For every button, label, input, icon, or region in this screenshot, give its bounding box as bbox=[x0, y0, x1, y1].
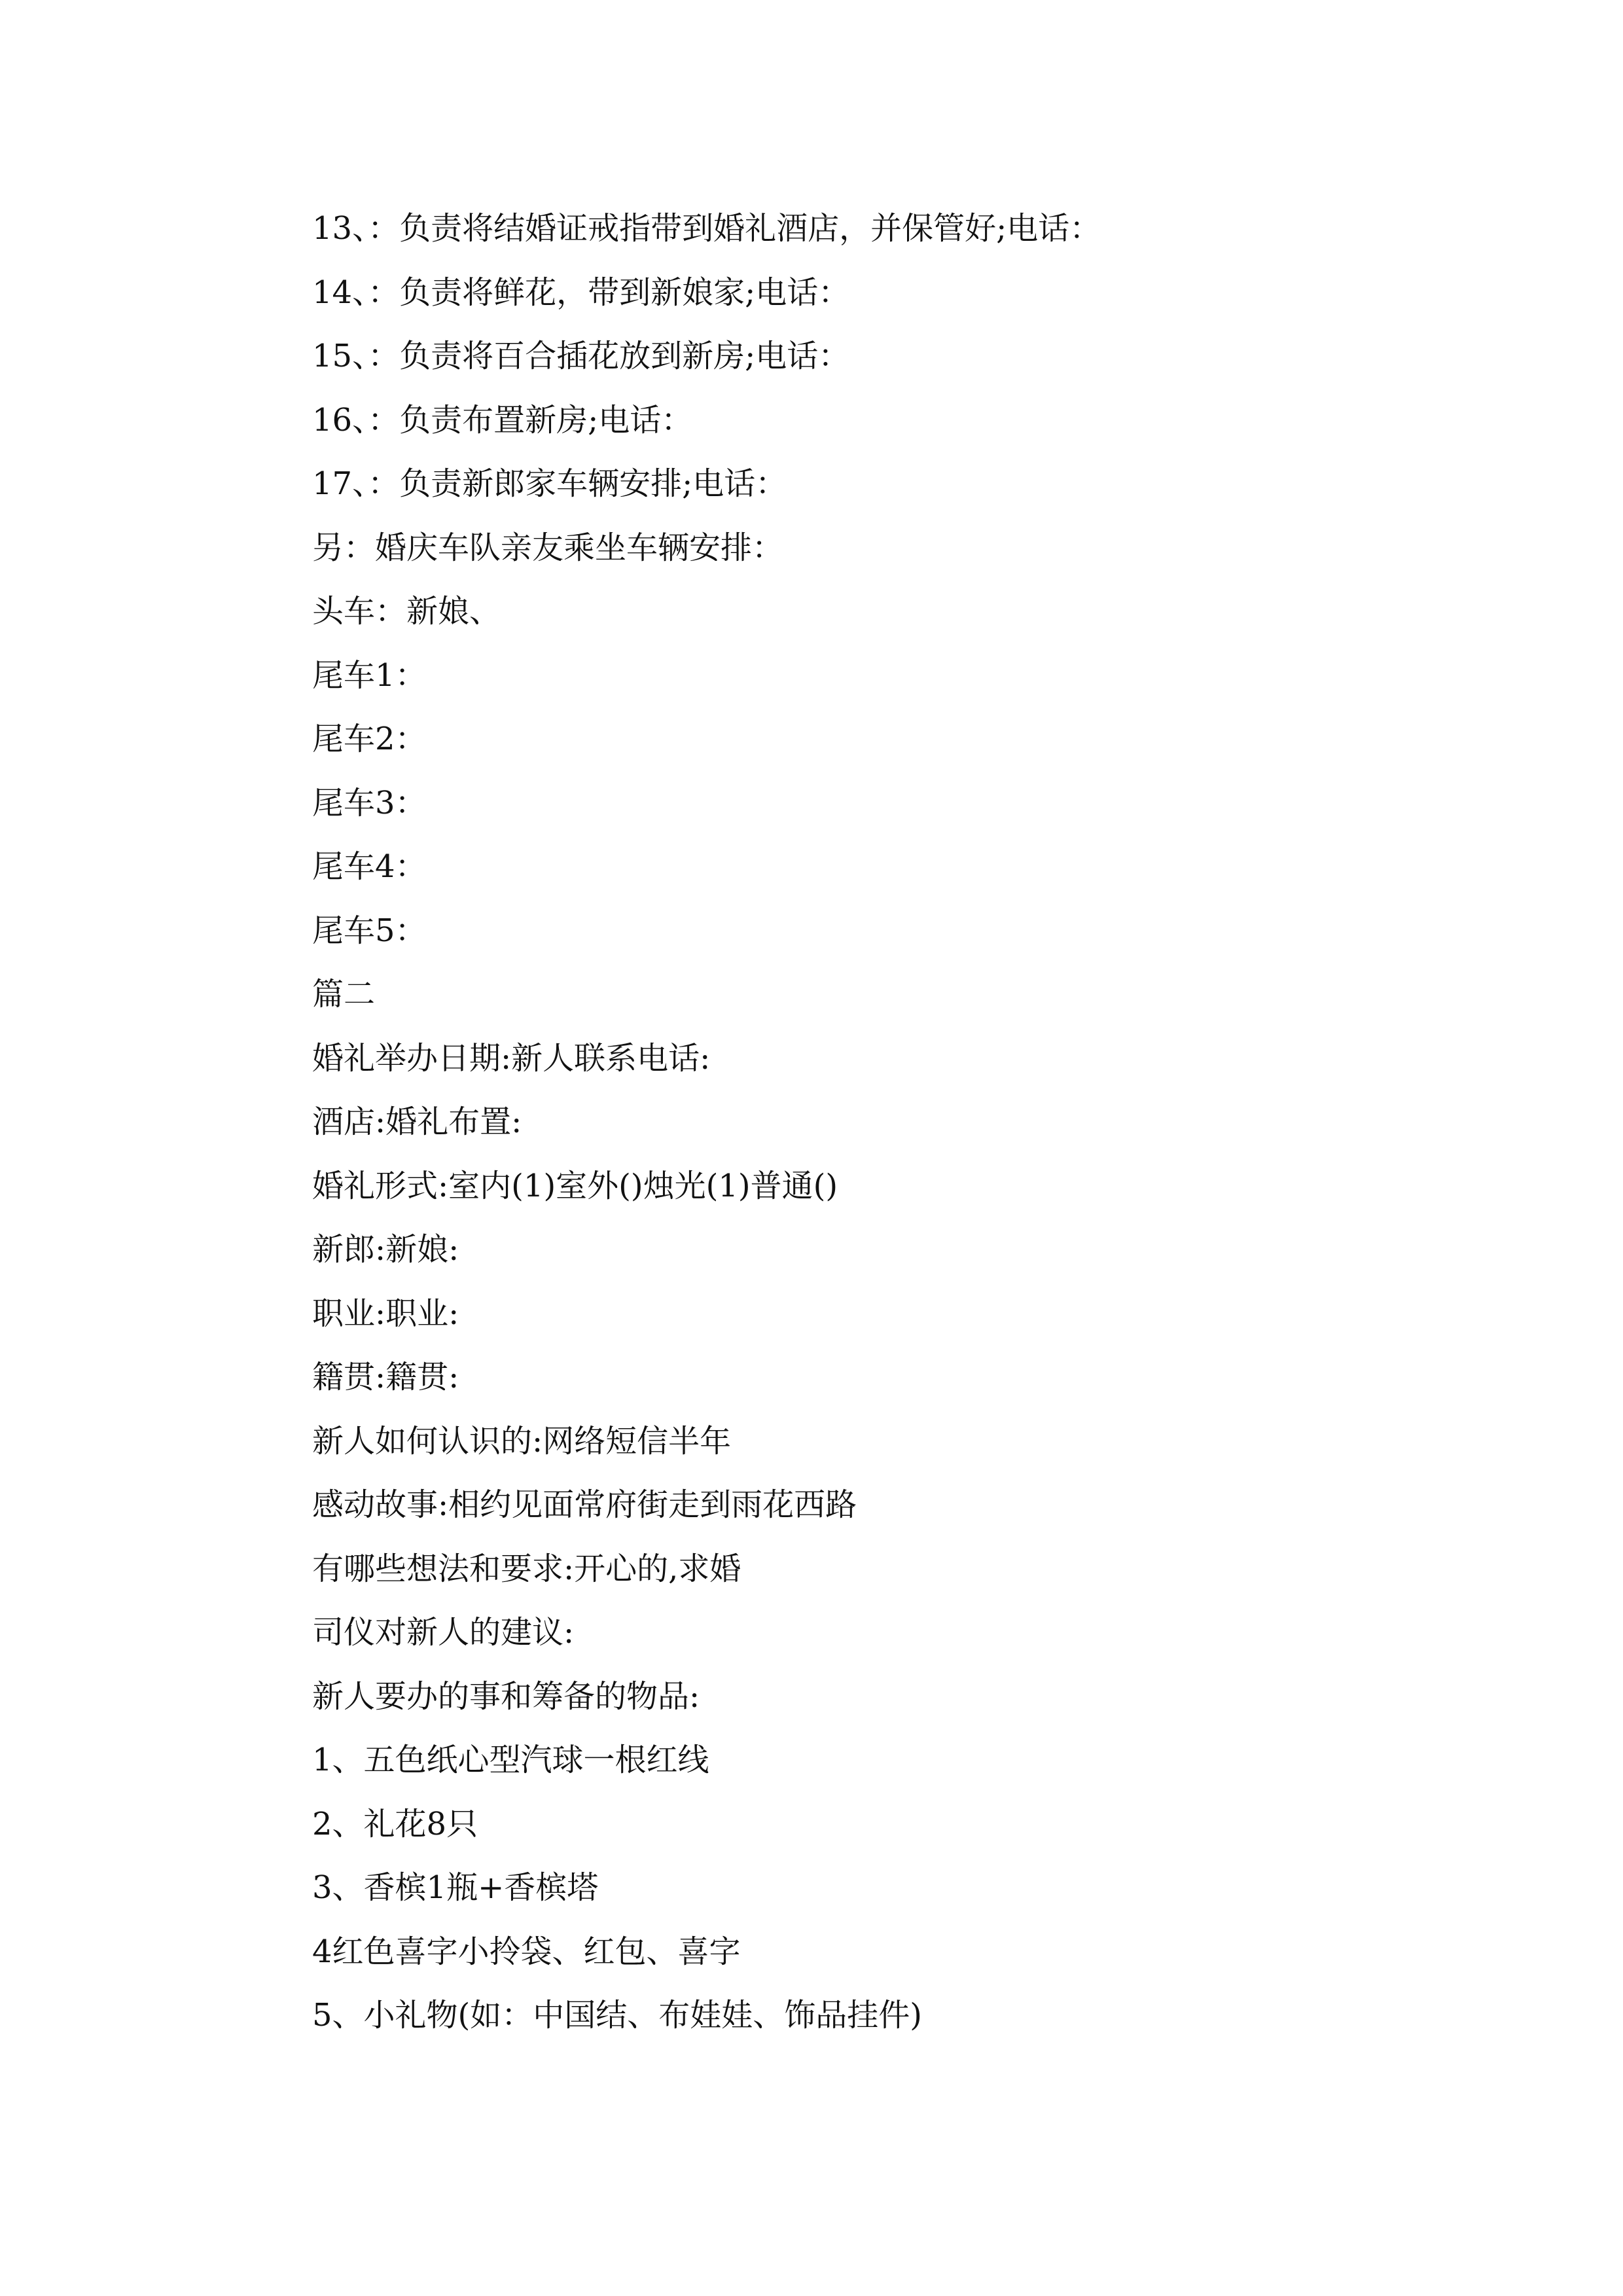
text-line: 婚礼举办日期:新人联系电话: bbox=[312, 1039, 711, 1077]
text-line: 15、：负责将百合插花放到新房;电话： bbox=[312, 338, 850, 374]
list-item: 1、五色纸心型汽球一根红线 bbox=[312, 1742, 709, 1778]
text-line: 头车：新娘、 bbox=[312, 593, 501, 630]
text-line: 新郎:新娘: bbox=[312, 1231, 459, 1268]
text-line: 职业:职业: bbox=[312, 1295, 459, 1332]
section-heading: 篇二 bbox=[312, 976, 376, 1013]
list-item: 4红色喜字小拎袋、红包、喜字 bbox=[312, 1933, 741, 1970]
text-line: 有哪些想法和要求:开心的,求婚 bbox=[312, 1550, 741, 1587]
text-line: 尾车5： bbox=[312, 912, 427, 949]
text-line: 13、：负责将结婚证戒指带到婚礼酒店，并保管好;电话： bbox=[312, 210, 1101, 247]
text-line: 感动故事:相约见面常府街走到雨花西路 bbox=[312, 1486, 857, 1523]
text-line: 尾车4： bbox=[312, 848, 427, 885]
text-line: 尾车2： bbox=[312, 721, 427, 757]
text-line: 14、：负责将鲜花，带到新娘家;电话： bbox=[312, 274, 850, 311]
text-line: 尾车1： bbox=[312, 656, 427, 694]
text-line: 16、：负责布置新房;电话： bbox=[312, 401, 693, 439]
text-line: 另：婚庆车队亲友乘坐车辆安排： bbox=[312, 529, 784, 566]
text-line: 司仪对新人的建议: bbox=[312, 1614, 575, 1651]
list-item: 3、香槟1瓶+香槟塔 bbox=[312, 1869, 599, 1906]
text-line: 籍贯:籍贯: bbox=[312, 1359, 459, 1395]
list-item: 5、小礼物(如：中国结、布娃娃、饰品挂件) bbox=[312, 1997, 922, 2034]
document-body bbox=[312, 203, 1556, 2054]
list-item: 2、礼花8只 bbox=[312, 1805, 478, 1842]
text-line: 新人要办的事和筹备的物品: bbox=[312, 1677, 700, 1715]
text-line: 酒店:婚礼布置: bbox=[312, 1103, 522, 1140]
text-line: 新人如何认识的:网络短信半年 bbox=[312, 1422, 732, 1460]
text-line: 婚礼形式:室内(1)室外()烛光(1)普通() bbox=[312, 1167, 838, 1204]
text-line: 尾车3： bbox=[312, 784, 427, 821]
text-line: 17、：负责新郎家车辆安排;电话： bbox=[312, 465, 787, 502]
